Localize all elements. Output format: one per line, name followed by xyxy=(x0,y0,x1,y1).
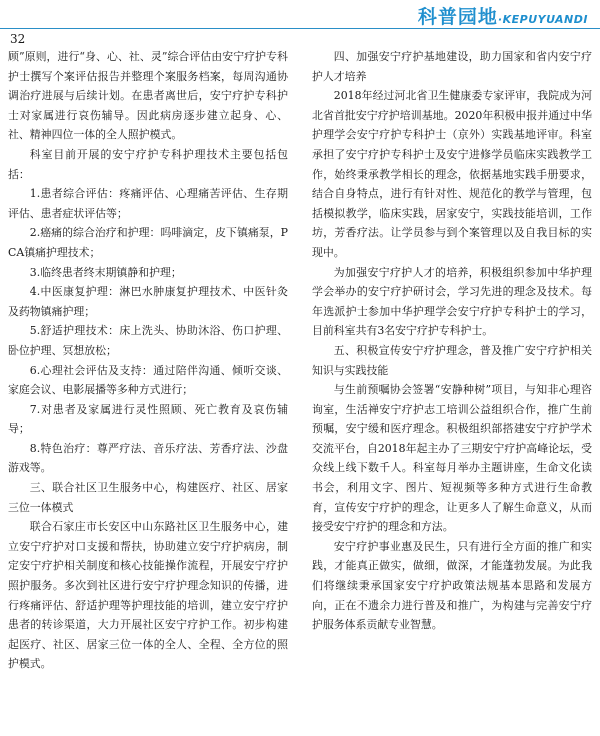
list-item: 1.患者综合评估：疼痛评估、心理痛苦评估、生存期评估、患者症状评估等； xyxy=(8,187,288,220)
brand-chinese: 科普园地 xyxy=(417,6,498,28)
list-item: 6.心理社会评估及支持：通过陪伴沟通、倾听交谈、家庭会议、电影展播等多种方式进行； xyxy=(8,363,288,397)
paragraph: 与生前预嘱协会签署“安静种树”项目，与知非心理咨询室，生活禅安宁疗护志工培训公益组织合作，推广生前预嘱，安宁缓和医疗理念。积极组织部搭建安宁疗护学术交流平台，自2018年起主办了三期安宁疗护高峰论坛，受众线上线下数千人。科室每月举办主题讲座，生命文化读书会，利用文字、图片、短视频等多种方式进行生命教育，宣传安宁疗护的理念，让更多人了解生命意义，从而接受安宁疗护的理念和方法。 xyxy=(312,383,592,534)
list-item: 5.舒适护理技术：床上洗头、协助沐浴、伤口护理、卧位护理、冥想放松； xyxy=(8,324,288,357)
right-text-column xyxy=(312,47,592,727)
list-item: 4.中医康复护理：淋巴水肿康复护理技术、中医针灸及药物镇痛护理； xyxy=(8,285,288,318)
paragraph: 科室目前开展的安宁疗护专科护理技术主要包括包括： xyxy=(8,147,288,181)
brand-separator: · xyxy=(497,13,503,26)
section-heading: 四、加强安宁疗护基地建设，助力国家和省内安宁疗护人才培养 xyxy=(312,50,592,83)
list-item: 3.临终患者终末期镇静和护理； xyxy=(29,265,182,279)
paragraph: 为加强安宁疗护人才的培养，积极组织参加中华护理学会举办的安宁疗护研讨会，学习先进的理念及技术。每年选派护士参加中华护理学会安宁疗护专科护士的学习，目前科室共有3名安宁疗护专科护士。 xyxy=(312,265,592,338)
paragraph: 2018年经过河北省卫生健康委专家评审，我院成为河北省首批安宁疗护培训基地。2020年积极申报并通过中华护理学会安宁疗护专科护士（京外）实践基地评审。科室承担了安宁疗护专科护士及安宁进修学员临床实践教学工作，始终秉承教学相长的理念，依据基地实践手册要求，结合自身特点，进行有针对性、规范化的教学与管理，包括模拟教学，临床实践，居家安宁，实践技能培训，工作坊，芳香疗法。让学员参与到个案管理以及自我目标的实现中。 xyxy=(312,89,592,259)
paragraph: 联合石家庄市长安区中山东路社区卫生服务中心，建立安宁疗护对口支援和帮扶，协助建立安宁疗护病房，制定安宁疗护相关制度和核心技能操作流程，开展安宁疗护照护服务。多次到社区进行安宁疗护理念知识的传播，进行疼痛评估、舒适护理等护理技能的培训，建立安宁疗护患者的转诊渠道，大力开展社区安宁疗护工作。初步构建起医疗、社区、居家三位一体的全人、全程、全方位的照护模式。 xyxy=(8,520,288,671)
page-number: 32 xyxy=(10,32,26,46)
paragraph: 安宁疗护事业惠及民生，只有进行全方面的推广和实践，才能真正做实，做细，做深，才能蓬勃发展。为此我们将继续秉承国家安宁疗护政策法规基本思路和发展方向，正在不遗余力进行普及和推广，为构建与完善安宁疗护服务体系贡献专业智慧。 xyxy=(312,539,592,632)
list-item: 7.对患者及家属进行灵性照顾、死亡教育及哀伤辅导； xyxy=(8,402,288,436)
list-item: 2.癌痛的综合治疗和护理：吗啡滴定，皮下镇痛泵，PCA镇痛护理技术； xyxy=(8,226,288,259)
magazine-column-brand xyxy=(418,2,588,29)
section-heading: 三、联合社区卫生服务中心，构建医疗、社区、居家三位一体模式 xyxy=(8,481,288,514)
section-heading: 五、积极宣传安宁疗护理念，普及推广安宁疗护相关知识与实践技能 xyxy=(312,343,592,377)
left-text-column xyxy=(8,47,288,727)
list-item: 8.特色治疗：尊严疗法、音乐疗法、芳香疗法、沙盘游戏等。 xyxy=(8,441,288,475)
brand-english: KEPUYUANDI xyxy=(502,13,588,26)
paragraph-continued: 顾”原则，进行“身、心、社、灵”综合评估由安宁疗护专科护士撰写个案评估报告并整理个案服务档案，每周沟通协调治疗进展与后续计划。在患者离世后，安宁疗护专科护士对家属进行哀伤辅导。因此病房逐步建立起身、心、社、精神四位一体的全人照护模式。 xyxy=(8,50,288,142)
